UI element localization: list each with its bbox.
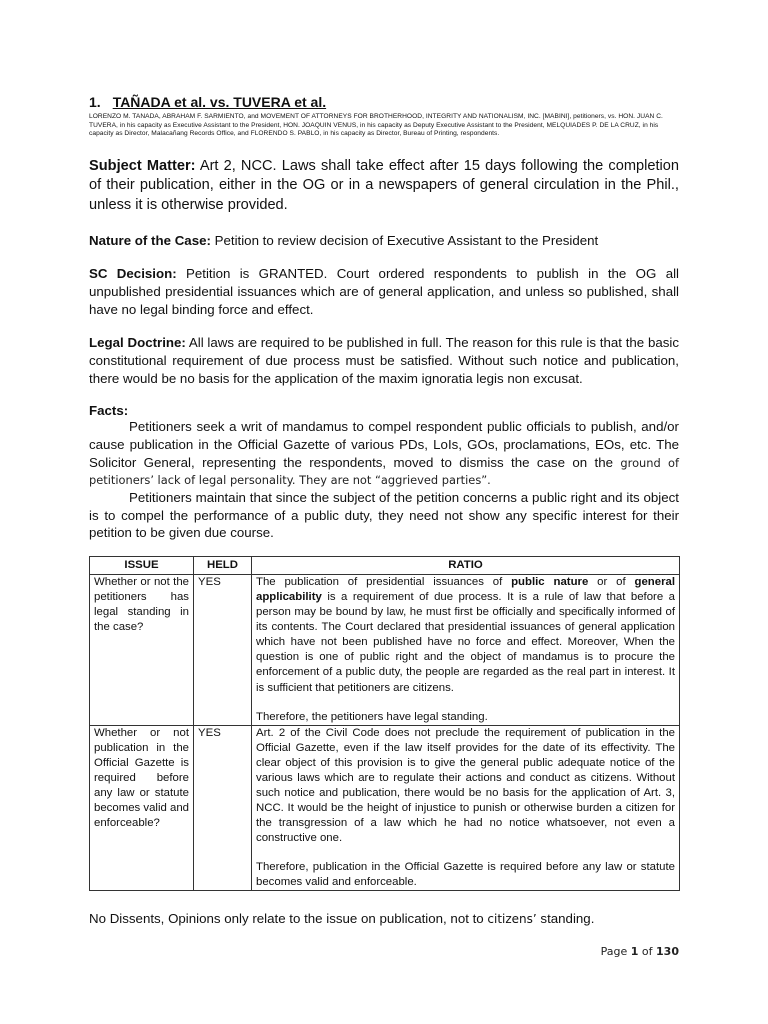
header-ratio: RATIO [252,557,680,575]
table-row [90,575,680,725]
facts-label: Facts: [89,403,129,419]
row1-ratio-bold-2: general applicability [256,576,676,604]
header-held: HELD [194,557,252,575]
facts-section [89,403,679,542]
nature-of-case [89,232,679,250]
case-title [89,94,679,110]
row1-issue: Whether or not the petitioners has legal standing in the case? [90,575,194,725]
dissent-note [89,911,679,926]
case-number: 1. [89,94,101,110]
facts-p1-tail: ground of petitioners’ lack of legal personality. They are not “aggrieved parties”. [89,455,680,488]
table-row [90,725,680,890]
row2-held: YES [194,725,252,890]
doctrine-label: Legal Doctrine: [89,335,186,351]
pager-prefix: Page [600,945,631,958]
dissent-note-b: citizens’ [487,912,537,927]
pager-current: 1 [630,945,639,958]
issue-held-ratio-table [89,556,680,891]
row1-ratio-part-a: The publication of presidential issuances of [256,576,512,589]
header-issue: ISSUE [90,557,194,575]
decision-label: SC Decision: [89,266,177,282]
row1-ratio-bold-1: public nature [511,576,589,589]
row2-ratio-body: Art. 2 of the Civil Code does not preclude the requirement of publication in the Official Gazette, even if the law itself provides for the date of its effectivity. The clear object of this provision is to give the general public adequate notice of the various laws which are to regulate their actions and conduct as citizens. Without such notice and publication, there would be no basis for the application of Art. 3, NCC. It would be the height of injustice to punish or otherwise burden a citizen for the transgression of a law which he had no notice whatsoever, not even a constructive one. [256,726,675,844]
row2-issue: Whether or not publication in the Official Gazette is required before any law or statute becomes valid and enforceable? [90,725,194,890]
nature-text: Petition to review decision of Executive Assistant to the President [210,232,599,248]
sc-decision [89,265,679,318]
dissent-note-c: standing. [536,911,595,927]
facts-paragraph-2: Petitioners maintain that since the subject of the petition concerns a public right and its object is to compel the performance of a public duty, they need not show any specific interest for their petition to be given due course. [89,490,679,541]
page-number [601,945,679,958]
legal-doctrine [89,334,679,387]
row1-ratio-body [256,575,675,695]
subject-matter [89,157,679,216]
facts-p1-main: Petitioners seek a writ of mandamus to compel respondent public officials to publish, and/or cause publication in the Official Gazette of various PDs, LoIs, GOs, proclamations, EOs, etc. The Solicitor General, representing the respondents, moved to dismiss the case on the [89,419,679,470]
case-name: TAÑADA et al. vs. TUVERA et al. [112,94,327,110]
case-parties: LORENZO M. TANADA, ABRAHAM F. SARMIENTO, and MOVEMENT OF ATTORNEYS FOR BROTHERHOOD, INTEGRITY AND NATIONALISM, INC. [MABINI], petitioners, vs. HON. JUAN C. TUVERA, in his capacity as Executive Assistant to the President, HON. JOAQUIN VENUS, in his capacity as Deputy Executive Assistant to the President, MELQUIADES P. DE LA CRUZ, in his capacity as Director, Malacañang Records Office, and FLORENDO S. PABLO, in his capacity as Director, Bureau of Printing, respondents. [89,113,663,138]
table-header-row [90,557,680,575]
pager-of: of [638,945,657,958]
row1-ratio-part-c: or of [588,576,635,589]
doctrine-text: All laws are required to be published in full. The reason for this rule is that the basic constitutional requirement of due process must be satisfied. Without such notice and publication, there would be no basis for the application of the maxim ignoratia legis non excusat. [89,335,679,386]
dissent-note-a: No Dissents, Opinions only relate to the issue on publication, not to [89,911,488,927]
row2-ratio [252,725,680,890]
pager-total: 130 [656,945,679,958]
document-page [89,94,679,926]
subject-matter-label: Subject Matter: [89,157,196,174]
row2-ratio-conclusion: Therefore, publication in the Official Gazette is required before any law or statute becomes valid and enforceable. [256,861,675,889]
decision-text: Petition is GRANTED. Court ordered respondents to publish in the OG all unpublished presidential issuances which are of general application, and unless so published, shall have no legal binding force and effect. [89,266,680,317]
row1-ratio-conclusion: Therefore, the petitioners have legal standing. [256,710,488,723]
nature-label: Nature of the Case: [89,232,211,248]
subject-matter-text: Art 2, NCC. Laws shall take effect after 15 days following the completion of their publication, either in the OG or in a newspapers of general circulation in the Phil., unless it is otherwise provided. [89,157,679,214]
row1-ratio [252,575,680,725]
row1-held: YES [194,575,252,725]
row1-ratio-part-d: is a requirement of due process. It is a rule of law that before a person may be bound by law, he must first be officially and specifically informed of its contents. The Court declared that presidential issuances of general application which have not been published have no force and effect. Moreover, When the question is one of public right and the object of mandamus is to procure the enforcement of a public duty, the people are regarded as the real part in interest. It is sufficient that petitioners are citizens. [256,591,675,694]
facts-paragraph-1 [89,418,679,489]
